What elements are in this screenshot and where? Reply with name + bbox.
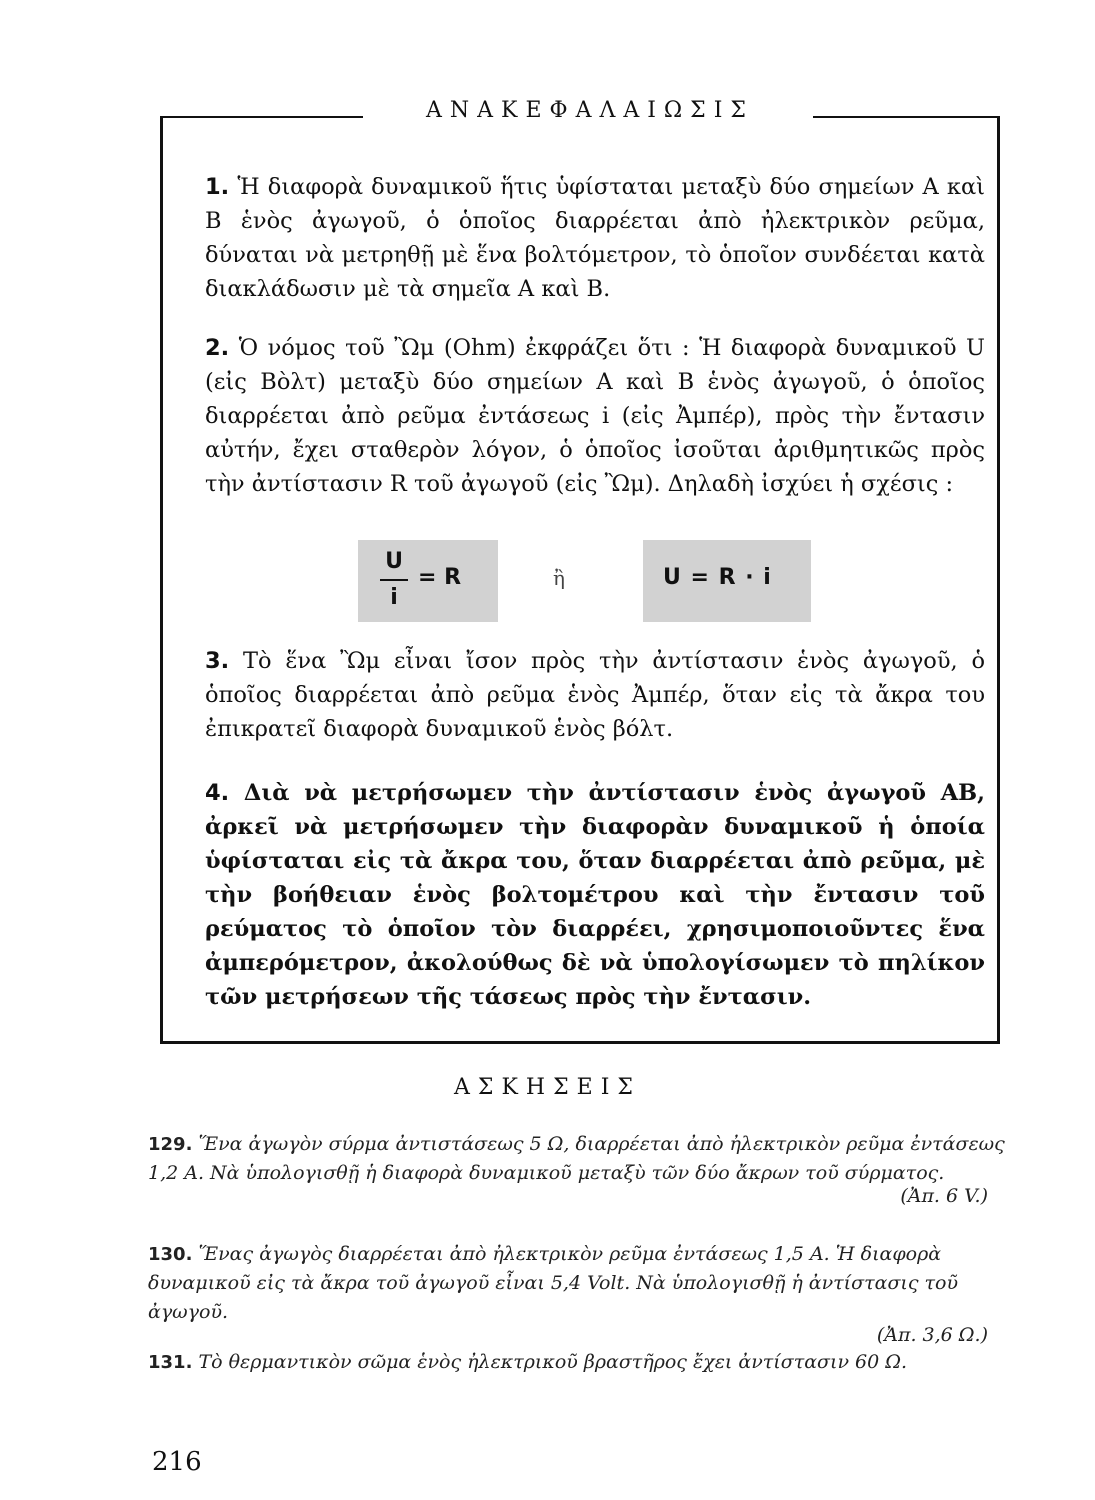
item-text: Τὸ ἕνα Ὢμ εἶναι ἴσον πρὸς τὴν ἀντίστασιν ἑνὸς ἀγωγοῦ, ὁ ὁποῖος διαρρέεται ἀπὸ ρεῦμα ἑνὸς Ἀμπέρ, ὅταν εἰς τὰ ἄκρα του ἐπικρατεῖ διαφορὰ δυναμικοῦ ἑνὸς βόλτ. [205, 648, 985, 742]
exercise-130 [148, 1240, 1008, 1350]
summary-title: ΑΝΑΚΕΦΑΛΑΙΩΣΙΣ [426, 98, 754, 123]
item-text: Ἡ διαφορὰ δυναμικοῦ ἥτις ὑφίσταται μεταξὺ δύο σημείων Α καὶ Β ἑνὸς ἀγωγοῦ, ὁ ὁποῖος διαρρέεται ἀπὸ ἠλεκτρικὸν ρεῦμα, δύναται νὰ μετρηθῇ μὲ ἕνα βολτόμετρον, τὸ ὁποῖον συνδέεται κατὰ διακλάδωσιν μὲ τὰ σημεῖα Α καὶ Β. [205, 174, 985, 302]
summary-item-4 [205, 776, 985, 1014]
exercise-answer: (Ἀπ. 3,6 Ω.) [876, 1324, 988, 1346]
item-text: Διὰ νὰ μετρήσωμεν τὴν ἀντίστασιν ἑνὸς ἀγωγοῦ ΑΒ, ἀρκεῖ νὰ μετρήσωμεν τὴν διαφορὰν δυναμικοῦ ἡ ὁποία ὑφίσταται εἰς τὰ ἄκρα του, ὅταν διαρρέεται ἀπὸ ρεῦμα, μὲ τὴν βοήθειαν ἑνὸς βολτομέτρου καὶ τὴν ἔντασιν τοῦ ρεύματος τὸ ὁποῖον τὸν διαρρέει, χρησιμοποιοῦντες ἕνα ἀμπερόμετρον, ἀκολούθως δὲ νὰ ὑπολογίσωμεν τὸ πηλίκον τῶν μετρήσεων τῆς τάσεως πρὸς τὴν ἔντασιν. [205, 780, 986, 1010]
fraction-bar [380, 579, 408, 581]
exercise-text: Ἕνα ἀγωγὸν σύρμα ἀντιστάσεως 5 Ω, διαρρέεται ἀπὸ ἠλεκτρικὸν ρεῦμα ἐντάσεως 1,2 Α. Νὰ ὑπολογισθῇ ἡ διαφορὰ δυναμικοῦ μεταξὺ τῶν δύο ἄκρων τοῦ σύρματος. [148, 1133, 1005, 1184]
fraction-numerator: U [385, 549, 403, 574]
formula-product [643, 540, 811, 622]
or-word: ἢ [553, 566, 565, 590]
exercise-text: Τὸ θερμαντικὸν σῶμα ἑνὸς ἠλεκτρικοῦ βραστῆρος ἔχει ἀντίστασιν 60 Ω. [198, 1351, 908, 1373]
box-top-rule-right [813, 116, 1000, 118]
exercise-number: 130. [148, 1244, 193, 1265]
summary-box [160, 98, 1000, 1044]
exercises-title: ΑΣΚΗΣΕΙΣ [454, 1075, 641, 1100]
item-number: 1. [205, 174, 230, 200]
fraction [380, 548, 408, 612]
exercise-answer: (Ἀπ. 6 V.) [900, 1185, 988, 1207]
item-number: 3. [205, 648, 230, 674]
exercise-text: Ἕνας ἀγωγὸς διαρρέεται ἀπὸ ἠλεκτρικὸν ρεῦμα ἐντάσεως 1,5 Α. Ἡ διαφορὰ δυναμικοῦ εἰς τὰ ἄκρα τοῦ ἀγωγοῦ εἶναι 5,4 Volt. Νὰ ὑπολογισθῇ ἡ ἀντίστασις τοῦ ἀγωγοῦ. [148, 1243, 959, 1323]
exercise-number: 131. [148, 1352, 193, 1373]
item-text: Ὁ νόμος τοῦ Ὢμ (Ohm) ἐκφράζει ὅτι : Ἡ διαφορὰ δυναμικοῦ U (εἰς Βὸλτ) μεταξὺ δύο σημείων Α καὶ Β ἑνὸς ἀγωγοῦ, ὁ ὁποῖος διαρρέεται ἀπὸ ρεῦμα ἐντάσεως i (εἰς Ἀμπέρ), πρὸς τὴν ἔντασιν αὐτήν, ἔχει σταθερὸν λόγον, ὁ ὁποῖος ἰσοῦται ἀριθμητικῶς πρὸς τὴν ἀντίστασιν R τοῦ ἀγωγοῦ (εἰς Ὢμ). Δηλαδὴ ἰσχύει ἡ σχέσις : [205, 335, 985, 497]
formula-ratio [358, 540, 498, 622]
exercise-129 [148, 1130, 1008, 1211]
item-number: 4. [205, 780, 230, 806]
exercise-131 [148, 1348, 1008, 1377]
summary-item-3 [205, 644, 985, 746]
exercise-number: 129. [148, 1134, 193, 1155]
formula-product-text: U = R · i [663, 565, 772, 590]
item-number: 2. [205, 335, 230, 361]
page-number: 216 [152, 1447, 202, 1477]
summary-item-1 [205, 170, 985, 306]
fraction-denominator: i [390, 585, 398, 610]
summary-item-2 [205, 331, 985, 501]
box-top-rule-left [163, 116, 363, 118]
formula-rhs: = R [418, 565, 462, 590]
